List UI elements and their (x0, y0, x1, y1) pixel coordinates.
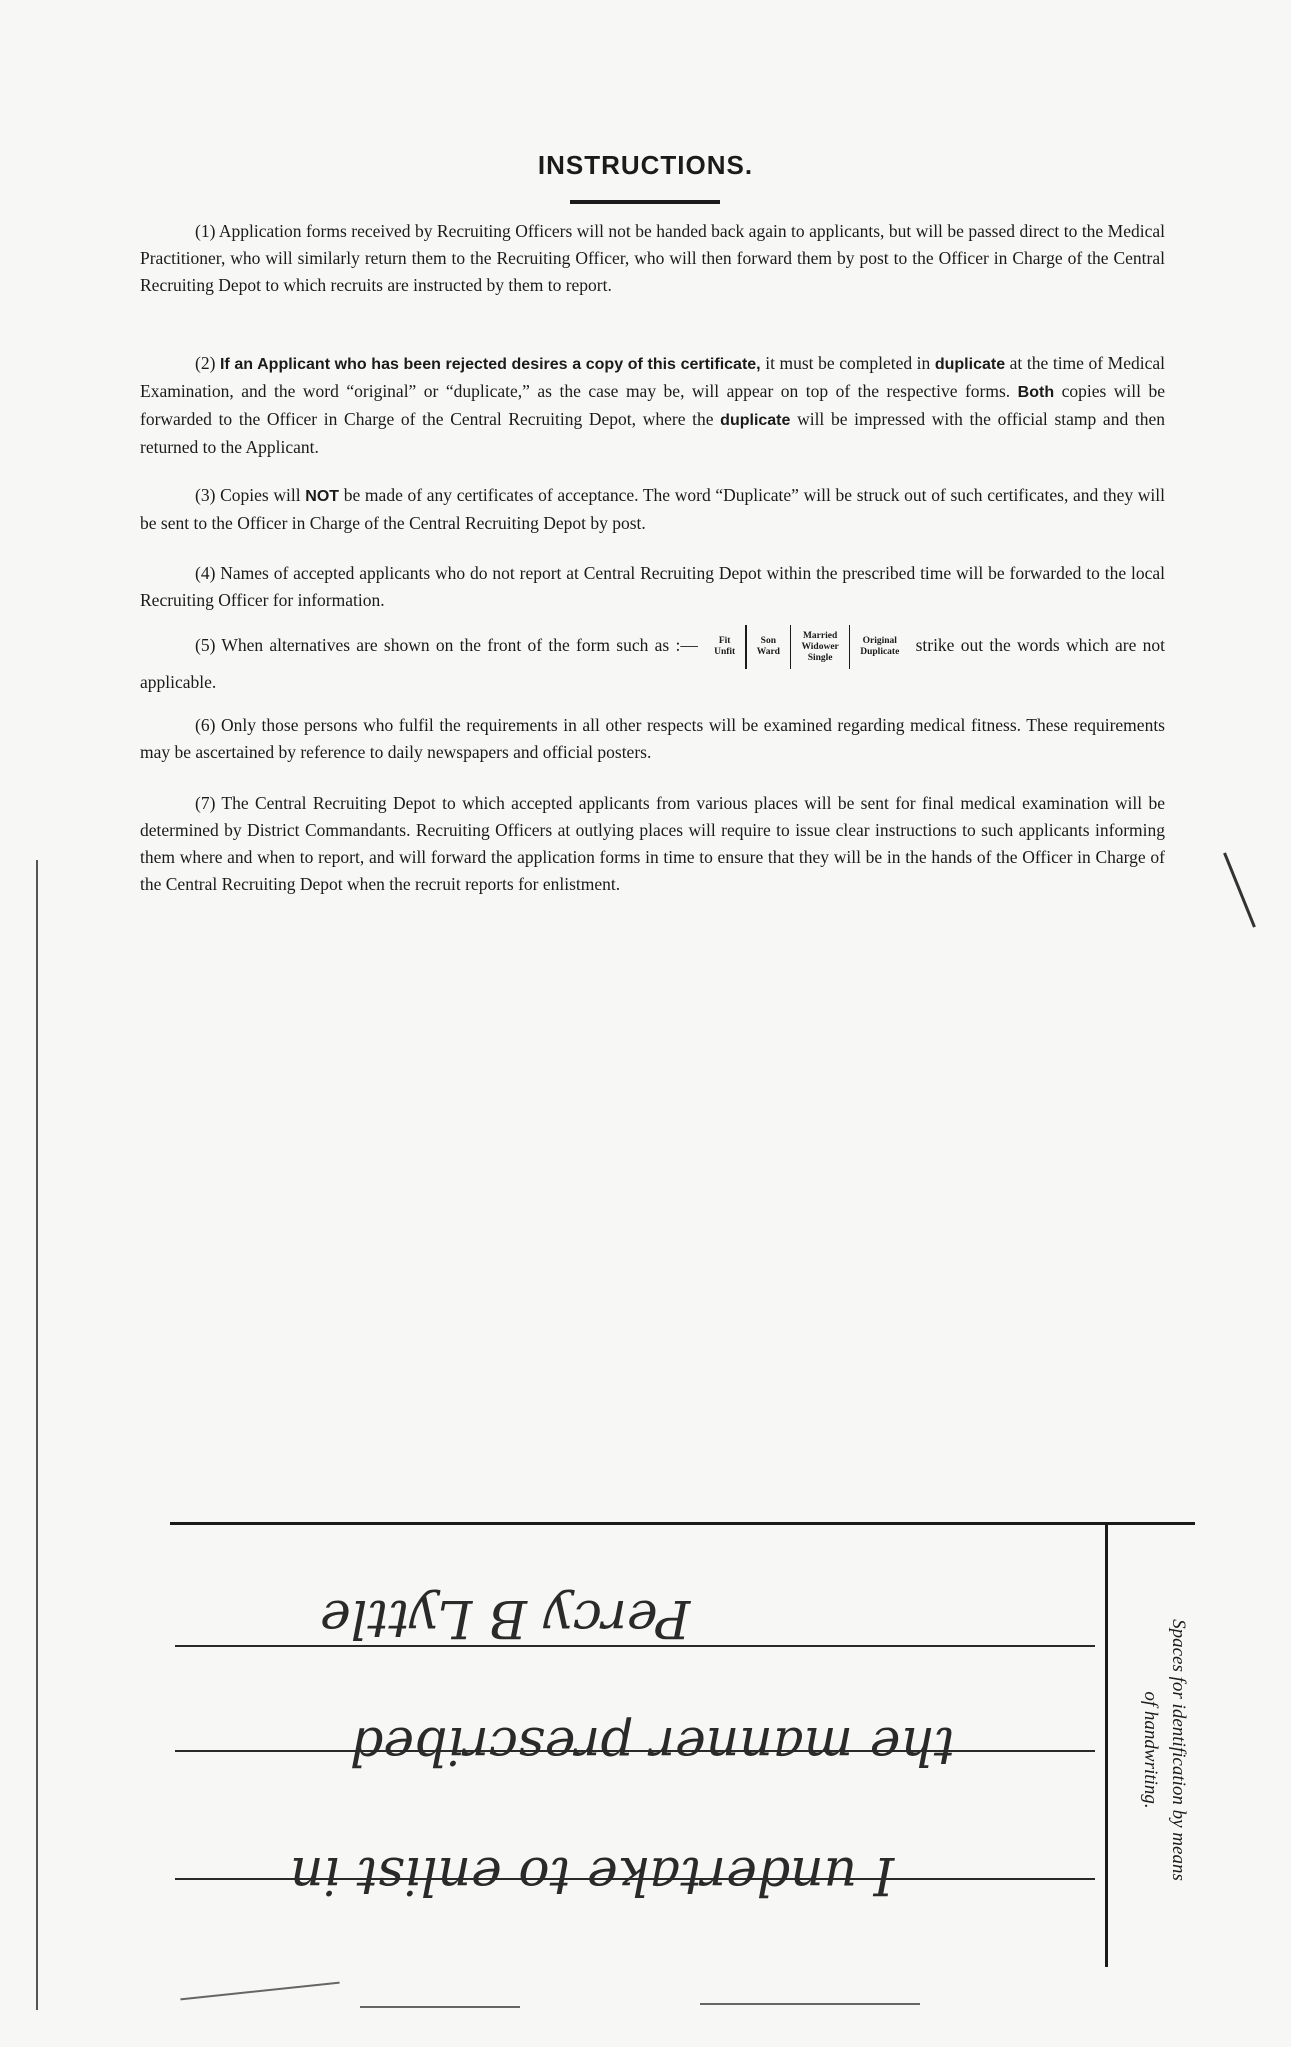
bottom-smudge-mark (700, 2003, 920, 2005)
identification-label-line-2: of handwriting. (1140, 1691, 1161, 1809)
instruction-2-number: (2) (195, 353, 220, 373)
instruction-2-text-b: at the time of Medical Examination, and the word “original” or “duplicate,” as the case may be, will appear on top of the respective forms. (140, 353, 1165, 401)
alt-original: Original (862, 636, 897, 646)
alt-widower: Widower (801, 641, 839, 652)
instruction-2-bold-c: Both (1017, 384, 1055, 401)
instruction-2-text-c: copies will be forwarded to the Officer in Charge of the Central Recruiting Depot, where the (140, 381, 1166, 429)
instruction-7-text: (7) The Central Recruiting Depot to which accepted applicants from various places will be sent for final medical examination will be determined by District Commandants. Recruiting Officers at outlying places will require to issue clear instructions to such applicants informing them where and when to report, and will forward the application forms in time to ensure that they will be in the hands of the Officer in Charge of the Central Recruiting Depot when the recruit reports for enlistment. (140, 793, 1165, 894)
left-edge-mark (36, 860, 38, 2010)
alt-son-ward (747, 636, 790, 658)
instruction-3-text-a: (3) Copies will (195, 485, 306, 505)
alt-unfit: Unfit (714, 647, 736, 657)
alt-son: Son (760, 636, 776, 646)
alternatives-table (704, 625, 909, 669)
title-underline (570, 200, 720, 204)
instruction-3 (140, 482, 1165, 537)
instruction-4-text: (4) Names of accepted applicants who do not report at Central Recruiting Depot within the prescribed time will be forwarded to the local Recruiting Officer for information. (140, 563, 1165, 610)
instruction-2-bold-d: duplicate (720, 412, 791, 429)
alt-married: Married (802, 630, 838, 641)
instruction-5-text-a: (5) When alternatives are shown on the front of the form such as :— (195, 635, 698, 656)
alt-ward: Ward (756, 647, 780, 657)
instruction-2-text-d: will be impressed with the official stamp and then returned to the Applicant. (140, 409, 1165, 457)
alt-copy (850, 636, 909, 658)
instruction-2-text-a: it must be completed in (760, 353, 935, 373)
instruction-3-bold: NOT (305, 488, 340, 505)
instruction-5-text-b: strike out the words which are not applicable. (140, 635, 1166, 692)
identification-box-top-rule (170, 1522, 1195, 1525)
page-title: INSTRUCTIONS. (537, 150, 754, 180)
alt-fit: Fit (718, 636, 731, 646)
handwriting-sample-3: I undertake to enlist in (290, 1845, 895, 1905)
instruction-2-bold-b: duplicate (934, 356, 1006, 373)
instruction-2 (140, 350, 1165, 461)
instruction-1-text: (1) Application forms received by Recruiting Officers will not be handed back again to applicants, but will be passed direct to the Medical Practitioner, who will similarly return them to the Recruiting Officer, who will then forward them by post to the Officer in Charge of the Central Recruiting Depot to which recruits are instructed by them to report. (140, 221, 1165, 295)
instruction-1 (140, 218, 1165, 299)
instruction-6 (140, 712, 1165, 766)
handwriting-sample-1: Percy B Lyttle (320, 1588, 691, 1648)
instruction-7 (140, 790, 1165, 898)
scan-mark (1223, 852, 1256, 927)
instruction-4 (140, 560, 1165, 614)
bottom-smudge-mark (360, 2006, 520, 2008)
instruction-6-text: (6) Only those persons who fulfil the requirements in all other respects will be examined regarding medical fitness. These requirements may be ascertained by reference to daily newspapers and official posters. (140, 715, 1165, 762)
instruction-3-text-b: be made of any certificates of acceptance. The word “Duplicate” will be struck out of such certificates, and they will be sent to the Officer in Charge of the Central Recruiting Depot by post. (140, 485, 1165, 533)
identification-label (1102, 1540, 1192, 1960)
alt-single: Single (807, 652, 833, 663)
instruction-5 (140, 625, 1165, 696)
bottom-smudge-mark (180, 1982, 339, 2001)
alt-duplicate: Duplicate (860, 647, 900, 657)
handwriting-sample-2: the manner prescribed (350, 1715, 955, 1775)
instruction-2-bold-a: If an Applicant who has been rejected desires a copy of this certificate, (219, 356, 761, 373)
identification-label-line-1: Spaces for identification by means (1168, 1619, 1189, 1881)
alt-marital (791, 631, 848, 664)
alt-fit-unfit (704, 636, 745, 658)
